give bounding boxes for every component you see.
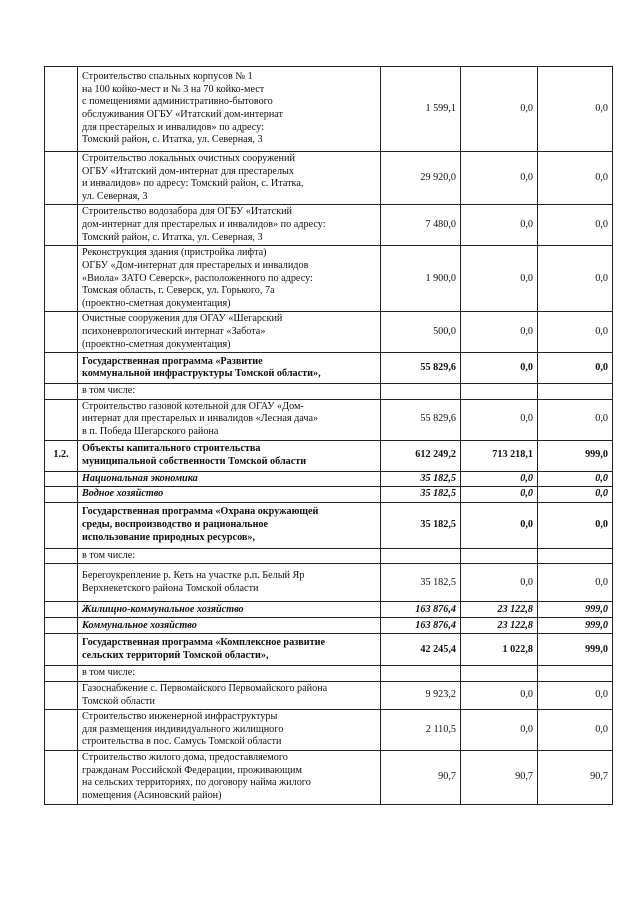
- value-2020-cell: 9 923,2: [381, 681, 461, 709]
- row-number-cell: [45, 246, 78, 312]
- value-2020-cell: 90,7: [381, 750, 461, 804]
- row-number-cell: [45, 502, 78, 548]
- row-number-cell: [45, 353, 78, 384]
- row-number-cell: [45, 710, 78, 751]
- row-number-cell: [45, 548, 78, 564]
- value-2022-cell: 0,0: [538, 487, 613, 503]
- value-2022-cell: [538, 666, 613, 682]
- value-2020-cell: 612 249,2: [381, 440, 461, 471]
- row-number-cell: [45, 634, 78, 666]
- value-2020-cell: 35 182,5: [381, 564, 461, 602]
- row-number-cell: [45, 384, 78, 400]
- row-name-cell: Коммунальное хозяйство: [78, 618, 381, 634]
- row-name-cell: Строительство газовой котельной для ОГАУ «Дом- интернат для престарелых и инвалидов «Лесная дача» в п. Победа Шегарского района: [78, 399, 381, 440]
- value-2020-cell: 7 480,0: [381, 205, 461, 246]
- value-2022-cell: [538, 384, 613, 400]
- table-row: [45, 205, 613, 246]
- value-2020-cell: 1 900,0: [381, 246, 461, 312]
- row-number-cell: [45, 205, 78, 246]
- value-2020-cell: 35 182,5: [381, 502, 461, 548]
- value-2021-cell: 713 218,1: [461, 440, 538, 471]
- value-2021-cell: 0,0: [461, 487, 538, 503]
- row-number-cell: [45, 487, 78, 503]
- row-name-cell: Государственная программа «Развитие коммунальной инфраструктуры Томской области»,: [78, 353, 381, 384]
- row-name-cell: Очистные сооружения для ОГАУ «Шегарский психоневрологический интернат «Забота» (проектно-сметная документация): [78, 312, 381, 353]
- row-number-cell: [45, 67, 78, 152]
- table-row: [45, 618, 613, 634]
- value-2022-cell: 0,0: [538, 681, 613, 709]
- table-row: [45, 710, 613, 751]
- row-name-cell: в том числе:: [78, 548, 381, 564]
- table-row: [45, 152, 613, 205]
- value-2021-cell: 0,0: [461, 502, 538, 548]
- budget-table: [44, 66, 613, 805]
- value-2021-cell: 0,0: [461, 681, 538, 709]
- row-name-cell: в том числе:: [78, 384, 381, 400]
- row-name-cell: Газоснабжение с. Первомайского Первомайского района Томской области: [78, 681, 381, 709]
- value-2020-cell: 35 182,5: [381, 487, 461, 503]
- value-2021-cell: 1 022,8: [461, 634, 538, 666]
- value-2021-cell: 0,0: [461, 564, 538, 602]
- value-2020-cell: 42 245,4: [381, 634, 461, 666]
- row-name-cell: Жилищно-коммунальное хозяйство: [78, 602, 381, 618]
- value-2022-cell: 0,0: [538, 312, 613, 353]
- value-2021-cell: [461, 666, 538, 682]
- value-2021-cell: 23 122,8: [461, 618, 538, 634]
- value-2022-cell: 999,0: [538, 602, 613, 618]
- table-row: [45, 602, 613, 618]
- row-name-cell: Государственная программа «Охрана окружающей среды, воспроизводство и рациональное использование природных ресурсов»,: [78, 502, 381, 548]
- table-row: [45, 471, 613, 487]
- value-2022-cell: 0,0: [538, 502, 613, 548]
- value-2021-cell: 0,0: [461, 246, 538, 312]
- value-2021-cell: 0,0: [461, 710, 538, 751]
- row-number-cell: [45, 564, 78, 602]
- row-name-cell: в том числе:: [78, 666, 381, 682]
- value-2022-cell: [538, 548, 613, 564]
- table-row: [45, 666, 613, 682]
- value-2021-cell: 90,7: [461, 750, 538, 804]
- row-name-cell: Национальная экономика: [78, 471, 381, 487]
- value-2020-cell: 29 920,0: [381, 152, 461, 205]
- row-name-cell: Строительство жилого дома, предоставляемого гражданам Российской Федерации, проживающим на сельских территориях, по договору найма жилого помещения (Асиновский район): [78, 750, 381, 804]
- value-2021-cell: 0,0: [461, 67, 538, 152]
- table-row: [45, 564, 613, 602]
- value-2022-cell: 0,0: [538, 152, 613, 205]
- value-2022-cell: 0,0: [538, 710, 613, 751]
- value-2022-cell: 999,0: [538, 618, 613, 634]
- table-row: [45, 399, 613, 440]
- value-2021-cell: 0,0: [461, 205, 538, 246]
- value-2020-cell: [381, 384, 461, 400]
- row-name-cell: Государственная программа «Комплексное развитие сельских территорий Томской области»,: [78, 634, 381, 666]
- row-number-cell: [45, 666, 78, 682]
- value-2021-cell: [461, 384, 538, 400]
- value-2020-cell: [381, 666, 461, 682]
- table-row: [45, 312, 613, 353]
- table-row: [45, 487, 613, 503]
- row-number-cell: [45, 602, 78, 618]
- row-name-cell: Строительство спальных корпусов № 1 на 100 койко-мест и № 3 на 70 койко-мест с помещениями административно-бытового обслуживания ОГБУ «Итатский дом-интернат для престарелых и инвалидов» по адресу: Томский район, с. Итатка, ул. Северная, 3: [78, 67, 381, 152]
- value-2020-cell: 1 599,1: [381, 67, 461, 152]
- table-row: [45, 750, 613, 804]
- value-2022-cell: 0,0: [538, 205, 613, 246]
- budget-table-body: [45, 67, 613, 805]
- value-2020-cell: [381, 548, 461, 564]
- value-2020-cell: 55 829,6: [381, 399, 461, 440]
- row-name-cell: Берегоукрепление р. Кеть на участке р.п. Белый Яр Верхнекетского района Томской области: [78, 564, 381, 602]
- table-row: [45, 353, 613, 384]
- table-row: [45, 384, 613, 400]
- row-name-cell: Строительство инженерной инфраструктуры для размещения индивидуального жилищного строительства в пос. Самусь Томской области: [78, 710, 381, 751]
- row-number-cell: [45, 750, 78, 804]
- value-2021-cell: 0,0: [461, 353, 538, 384]
- row-name-cell: Объекты капитального строительства муниципальной собственности Томской области: [78, 440, 381, 471]
- value-2022-cell: 0,0: [538, 67, 613, 152]
- value-2021-cell: 0,0: [461, 471, 538, 487]
- value-2022-cell: 999,0: [538, 634, 613, 666]
- value-2020-cell: 55 829,6: [381, 353, 461, 384]
- row-number-cell: [45, 312, 78, 353]
- table-row: [45, 246, 613, 312]
- value-2020-cell: 2 110,5: [381, 710, 461, 751]
- row-number-cell: [45, 618, 78, 634]
- value-2020-cell: 35 182,5: [381, 471, 461, 487]
- value-2022-cell: 0,0: [538, 471, 613, 487]
- value-2022-cell: 0,0: [538, 399, 613, 440]
- value-2020-cell: 163 876,4: [381, 602, 461, 618]
- table-row: [45, 681, 613, 709]
- value-2021-cell: 23 122,8: [461, 602, 538, 618]
- value-2021-cell: 0,0: [461, 152, 538, 205]
- row-name-cell: Водное хозяйство: [78, 487, 381, 503]
- value-2022-cell: 0,0: [538, 353, 613, 384]
- row-number-cell: [45, 152, 78, 205]
- value-2022-cell: 90,7: [538, 750, 613, 804]
- table-row: [45, 548, 613, 564]
- row-number-cell: [45, 681, 78, 709]
- value-2020-cell: 163 876,4: [381, 618, 461, 634]
- value-2022-cell: 0,0: [538, 246, 613, 312]
- value-2022-cell: 0,0: [538, 564, 613, 602]
- table-row: [45, 440, 613, 471]
- value-2022-cell: 999,0: [538, 440, 613, 471]
- table-row: [45, 502, 613, 548]
- row-number-cell: [45, 471, 78, 487]
- row-name-cell: Строительство локальных очистных сооружений ОГБУ «Итатский дом-интернат для престарелых и инвалидов» по адресу: Томский район, с. Итатка, ул. Северная, 3: [78, 152, 381, 205]
- table-row: [45, 634, 613, 666]
- value-2021-cell: [461, 548, 538, 564]
- value-2021-cell: 0,0: [461, 399, 538, 440]
- value-2020-cell: 500,0: [381, 312, 461, 353]
- value-2021-cell: 0,0: [461, 312, 538, 353]
- row-number-cell: 1.2.: [45, 440, 78, 471]
- row-name-cell: Реконструкция здания (пристройка лифта) ОГБУ «Дом-интернат для престарелых и инвалидов «Виола» ЗАТО Северск», расположенного по адресу: Томская область, г. Северск, ул. Горького, 7а (проектно-сметная документация): [78, 246, 381, 312]
- row-number-cell: [45, 399, 78, 440]
- table-row: [45, 67, 613, 152]
- row-name-cell: Строительство водозабора для ОГБУ «Итатский дом-интернат для престарелых и инвалидов» по адресу: Томский район, с. Итатка, ул. Северная, 3: [78, 205, 381, 246]
